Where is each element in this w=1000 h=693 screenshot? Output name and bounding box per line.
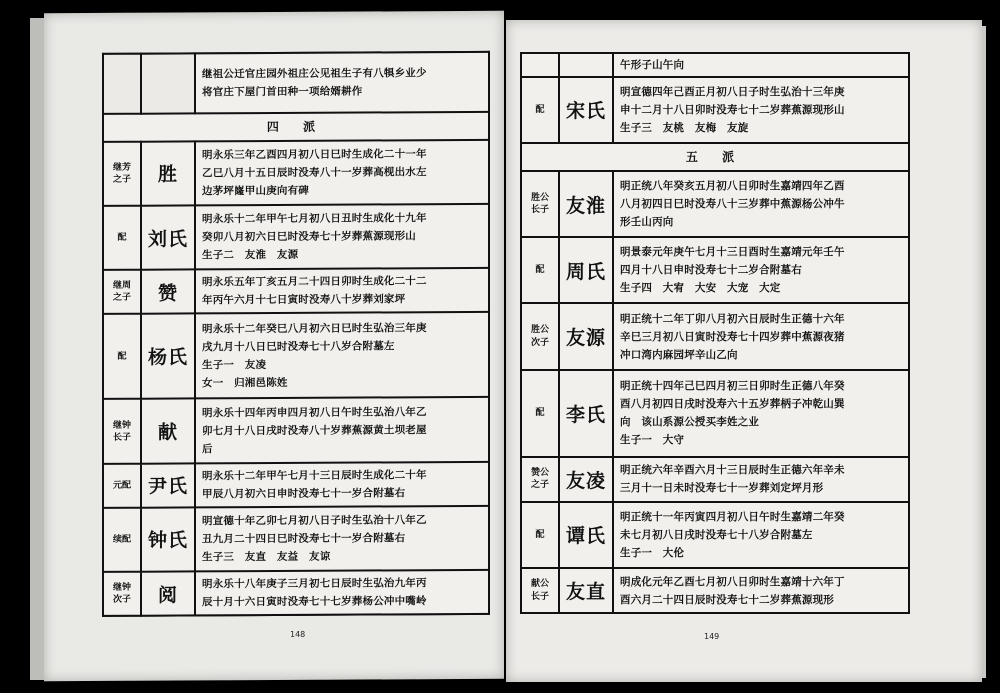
genealogy-entry-row [103,139,489,206]
person-name-cell: 杨氏 [141,314,195,400]
genealogy-entry-row [521,457,909,502]
biography-cell [195,204,489,270]
biography-cell [613,303,909,369]
text-line: 申十二月十八日卯时没寿七十二岁葬蕉源现形山 [620,103,845,116]
relation-cell: 继芳 之子 [103,141,141,206]
text-line: 三月十一日未时没寿七十一岁葬刘定坪月形 [620,482,824,495]
left-rows [103,139,489,616]
relation-cell: 献公 长子 [521,568,559,613]
text-line: 形壬山丙向 [620,216,674,229]
person-name-cell: 友凌 [559,457,613,502]
text-line: 生子三 友直 友益 友谅 [202,550,331,564]
genealogy-entry-row [103,204,489,271]
relation-cell: 继钟 次子 [103,572,141,616]
person-name-cell: 李氏 [559,370,613,457]
genealogy-entry-row [521,303,909,369]
text-line: 向 该山系源公授买李姓之业 [620,416,760,429]
genealogy-entry-row [521,77,909,143]
relation-cell: 配 [521,77,559,143]
text-line: 明正统十二年丁卯八月初六日辰时生正德十六年 [620,312,845,325]
person-name-cell: 友源 [559,303,613,369]
text-line: 边茅坪嶐甲山庚向有碑 [202,184,309,198]
genealogy-entry-row [103,570,489,616]
text-line: 明永乐十二年甲午七月初八日丑时生成化十九年 [202,212,427,226]
biography-cell [195,312,489,399]
text-line: 辰十月十六日寅时没寿七十七岁葬杨公冲中嘴岭 [202,595,427,609]
person-name-cell: 友直 [559,568,613,613]
genealogy-entry-row [103,506,489,573]
genealogy-entry-row [521,568,909,613]
text-line: 卯七月十八日戌时没寿八十岁葬蕉源黄土坝老屋 [202,423,427,438]
relation-cell: 继周 之子 [103,270,141,314]
relation-cell: 续配 [103,507,141,572]
text-line: 明正统八年癸亥五月初八日卯时生嘉靖四年乙酉 [620,180,845,193]
person-name-cell: 宋氏 [559,77,613,143]
genealogy-entry-row [521,237,909,303]
person-name-cell: 尹氏 [141,463,195,507]
genealogy-entry-row [103,268,489,314]
biography-cell [613,502,909,568]
text-line: 生子一 大守 [620,434,685,447]
genealogy-entry-row [521,370,909,457]
right-page [506,20,982,682]
top-row-blank-cell [141,53,195,113]
section-header-generation-5: 五 派 [521,143,909,171]
text-line: 明正统十四年己巳四月初三日卯时生正德八年癸 [620,380,845,393]
text-line: 后 [202,443,213,456]
text-line: 明景泰元年庚午七月十三日酉时生嘉靖元年壬午 [620,246,845,259]
left-page [44,11,504,681]
genealogy-entry-row [521,171,909,237]
top-row-text [195,52,489,113]
text-line: 辛巳三月初八日寅时没寿七十四岁葬中蕉源夜猪 [620,330,845,343]
person-name-cell: 周氏 [559,237,613,303]
text-line: 未七月初八日戌时没寿七十八岁合附墓左 [620,528,813,541]
person-name-cell: 钟氏 [141,507,195,572]
text-line: 四月十八日申时没寿七十二岁合附墓右 [620,264,802,277]
left-genealogy-table [102,51,490,617]
genealogy-entry-row [103,397,489,464]
text-line: 生子二 友淮 友源 [202,249,299,262]
genealogy-entry-row [103,312,489,399]
biography-cell [195,570,489,615]
relation-cell: 胜公 次子 [521,303,559,369]
genealogy-entry-row [521,53,909,77]
biography-cell [613,370,909,457]
text-line: 明永乐十二年癸巳八月初六日巳时生弘治三年庚 [202,322,427,336]
text-line: 将官庄下屋门首田种一项给婿耕作 [202,85,363,99]
person-name-cell: 谭氏 [559,502,613,568]
person-name-cell: 刘氏 [141,205,195,270]
person-name-cell: 胜 [141,141,195,206]
relation-cell: 继钟 长子 [103,399,141,464]
text-line: 八月初四日巳时没寿八十三岁葬中蕉源杨公冲牛 [620,198,845,211]
biography-cell [613,171,909,237]
text-line: 酉六月二十四日辰时没寿七十二岁葬蕉源现形 [620,593,834,606]
relation-cell [521,53,559,77]
text-line: 明永乐三年乙酉四月初八日巳时生成化二十一年 [202,147,427,162]
text-line: 明永乐十二年甲午七月十三日辰时生成化二十年 [202,469,427,483]
text-line: 明永乐十八年庚子三月初七日辰时生弘治九年丙 [202,577,427,591]
relation-cell: 元配 [103,464,141,508]
text-line: 生子四 大宥 大安 大宠 大定 [620,282,781,295]
relation-cell: 配 [521,370,559,457]
text-line: 明永乐十四年丙申四月初八日午时生弘治八年乙 [202,405,427,420]
person-name-cell: 友淮 [559,171,613,237]
person-name-cell: 阅 [141,572,195,616]
text-line: 明宣德十年乙卯七月初八日子时生弘治十八年乙 [202,514,427,528]
biography-cell [613,568,909,613]
biography-cell [613,53,909,77]
text-line: 午形子山午向 [620,58,685,71]
right-rows [521,171,909,613]
relation-cell: 配 [521,237,559,303]
text-line: 生子一 大伦 [620,546,685,559]
text-line: 癸卯八月初六日巳时没寿七十岁葬蕉源现形山 [202,230,416,244]
biography-cell [195,462,489,507]
text-line: 继祖公迁官庄园外祖庄公见祖生子有八犋乡业少 [202,67,427,81]
relation-cell: 胜公 长子 [521,171,559,237]
text-line: 明正统十一年丙寅四月初八日午时生嘉靖二年癸 [620,510,845,523]
biography-cell [613,77,909,143]
text-line: 明正统六年辛酉六月十三日辰时生正德六年辛未 [620,464,845,477]
genealogy-entry-row [103,462,489,508]
biography-cell [613,457,909,502]
top-row-blank-cell [103,54,141,114]
section-header-generation-4: 四 派 [103,112,489,142]
text-line: 明成化元年乙酉七月初八日卯时生嘉靖十六年丁 [620,575,845,588]
right-genealogy-table [520,52,910,614]
person-name-cell [559,53,613,77]
relation-cell: 配 [103,314,141,399]
biography-cell [613,237,909,303]
page-number-left: 148 [290,629,306,639]
biography-cell [195,506,489,572]
text-line: 冲口湾内麻园坪辛山乙向 [620,348,738,361]
biography-cell [195,139,489,205]
relation-cell: 配 [103,206,141,271]
biography-cell [195,397,489,463]
person-name-cell: 赞 [141,270,195,314]
text-line: 年丙午六月十七日寅时没寿八十岁葬刘家坪 [202,293,406,307]
text-line: 戌九月十八日巳时没寿七十八岁合附墓左 [202,340,395,354]
text-line: 女一 归湘邑陈姓 [202,376,288,390]
biography-cell [195,268,489,313]
right-rows-top [521,53,909,143]
text-line: 乙巳八月十五日辰时没寿八十一岁葬高枧出水左 [202,165,427,180]
relation-cell: 配 [521,502,559,568]
text-line: 明宣德四年己酉正月初八日子时生弘治十三年庚 [620,85,845,98]
page-number-right: 149 [704,632,720,641]
text-line: 丑九月二十四日巳时没寿七十一岁合附墓右 [202,532,406,546]
relation-cell: 赞公 之子 [521,457,559,502]
person-name-cell: 献 [141,399,195,464]
genealogy-entry-row [521,502,909,568]
text-line: 甲辰八月初六日申时没寿七十一岁合附墓右 [202,487,406,501]
text-line: 生子三 友桃 友梅 友旋 [620,121,749,134]
text-line: 酉八月初四日戌时没寿六十五岁葬柄子冲乾山巽 [620,398,845,411]
text-line: 明永乐五年丁亥五月二十四日卯时生成化二十二 [202,275,427,289]
text-line: 生子一 友凌 [202,358,267,372]
